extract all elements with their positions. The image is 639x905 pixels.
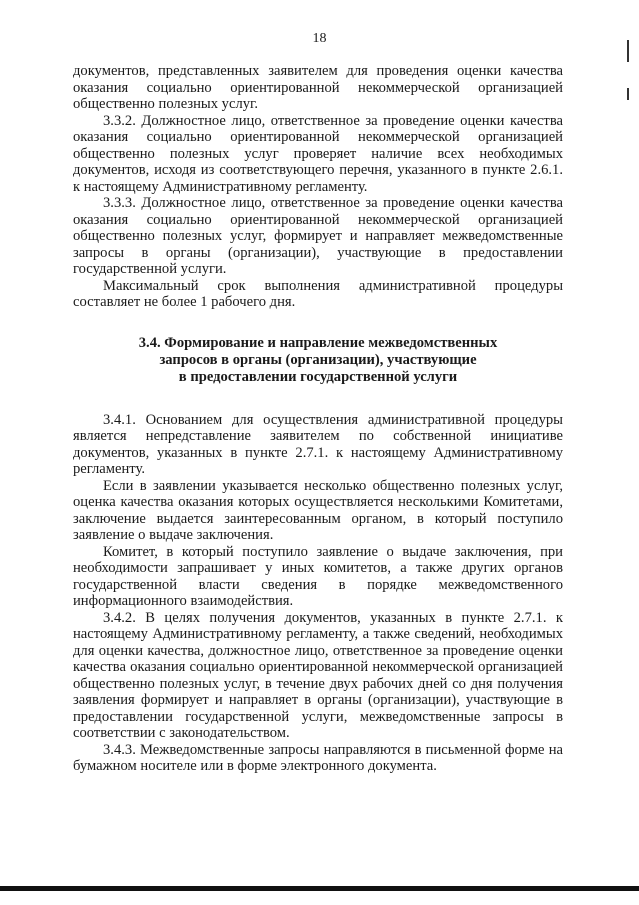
paragraph: Максимальный срок выполнения административной процедуры составляет не более 1 рабочего дня. xyxy=(73,277,563,310)
paragraph: 3.3.3. Должностное лицо, ответственное за проведение оценки качества оказания социально ориентированной некоммерческой организацией общественно полезных услуг, формирует и направляет межведомственные запросы в органы (организации), участвующие в предоставлении государственной услуги. xyxy=(73,195,563,277)
section-heading-line: запросов в органы (организации), участвующие xyxy=(159,351,477,368)
section-heading-line: в предоставлении государственной услуги xyxy=(178,368,458,385)
paragraph: Если в заявлении указывается несколько общественно полезных услуг, оценка качества оказания которых осуществляется несколькими Комитетами, заключение выдается заинтересованным органом, в который поступило заявление о выдаче заключения. xyxy=(73,477,563,543)
scan-edge-mark xyxy=(627,40,629,62)
section-heading xyxy=(73,335,563,386)
section-heading-line: 3.4. Формирование и направление межведомственных xyxy=(138,334,498,351)
scan-edge-mark xyxy=(627,88,629,100)
paragraph: 3.4.3. Межведомственные запросы направляются в письменной форме на бумажном носителе или в форме электронного документа. xyxy=(73,741,563,774)
paragraph: 3.4.2. В целях получения документов, указанных в пункте 2.7.1. к настоящему Административному регламенту, а также сведений, необходимых для оценки качества, должностное лицо, ответственное за проведение оценки качества оказания социально ориентированной некоммерческой организацией общественно полезных услуг, в течение двух рабочих дней со дня получения заявления формирует и направляет в органы (организации), участвующие в предоставлении государственной услуги, межведомственные запросы в соответствии с законодательством. xyxy=(73,609,563,741)
scan-bottom-edge xyxy=(0,886,639,891)
document-body xyxy=(73,63,563,775)
paragraph: документов, представленных заявителем для проведения оценки качества оказания социально ориентированной некоммерческой организацией общественно полезных услуг. xyxy=(73,63,563,112)
paragraph: 3.3.2. Должностное лицо, ответственное за проведение оценки качества оказания социально ориентированной некоммерческой организацией общественно полезных услуг проверяет наличие всех необходимых документов, исходя из соответствующего перечня, указанного в пункте 2.6.1. к настоящему Административному регламенту. xyxy=(73,112,563,195)
paragraph: 3.4.1. Основанием для осуществления административной процедуры является непредставление заявителем по собственной инициативе документов, указанных в пункте 2.7.1. к настоящему Административному регламенту. xyxy=(73,411,563,477)
page-number: 18 xyxy=(312,31,327,46)
paragraph: Комитет, в который поступило заявление о выдаче заключения, при необходимости запрашивает у иных комитетов, а также других органов государственной власти сведения в порядке межведомственного информационного взаимодействия. xyxy=(73,543,563,609)
